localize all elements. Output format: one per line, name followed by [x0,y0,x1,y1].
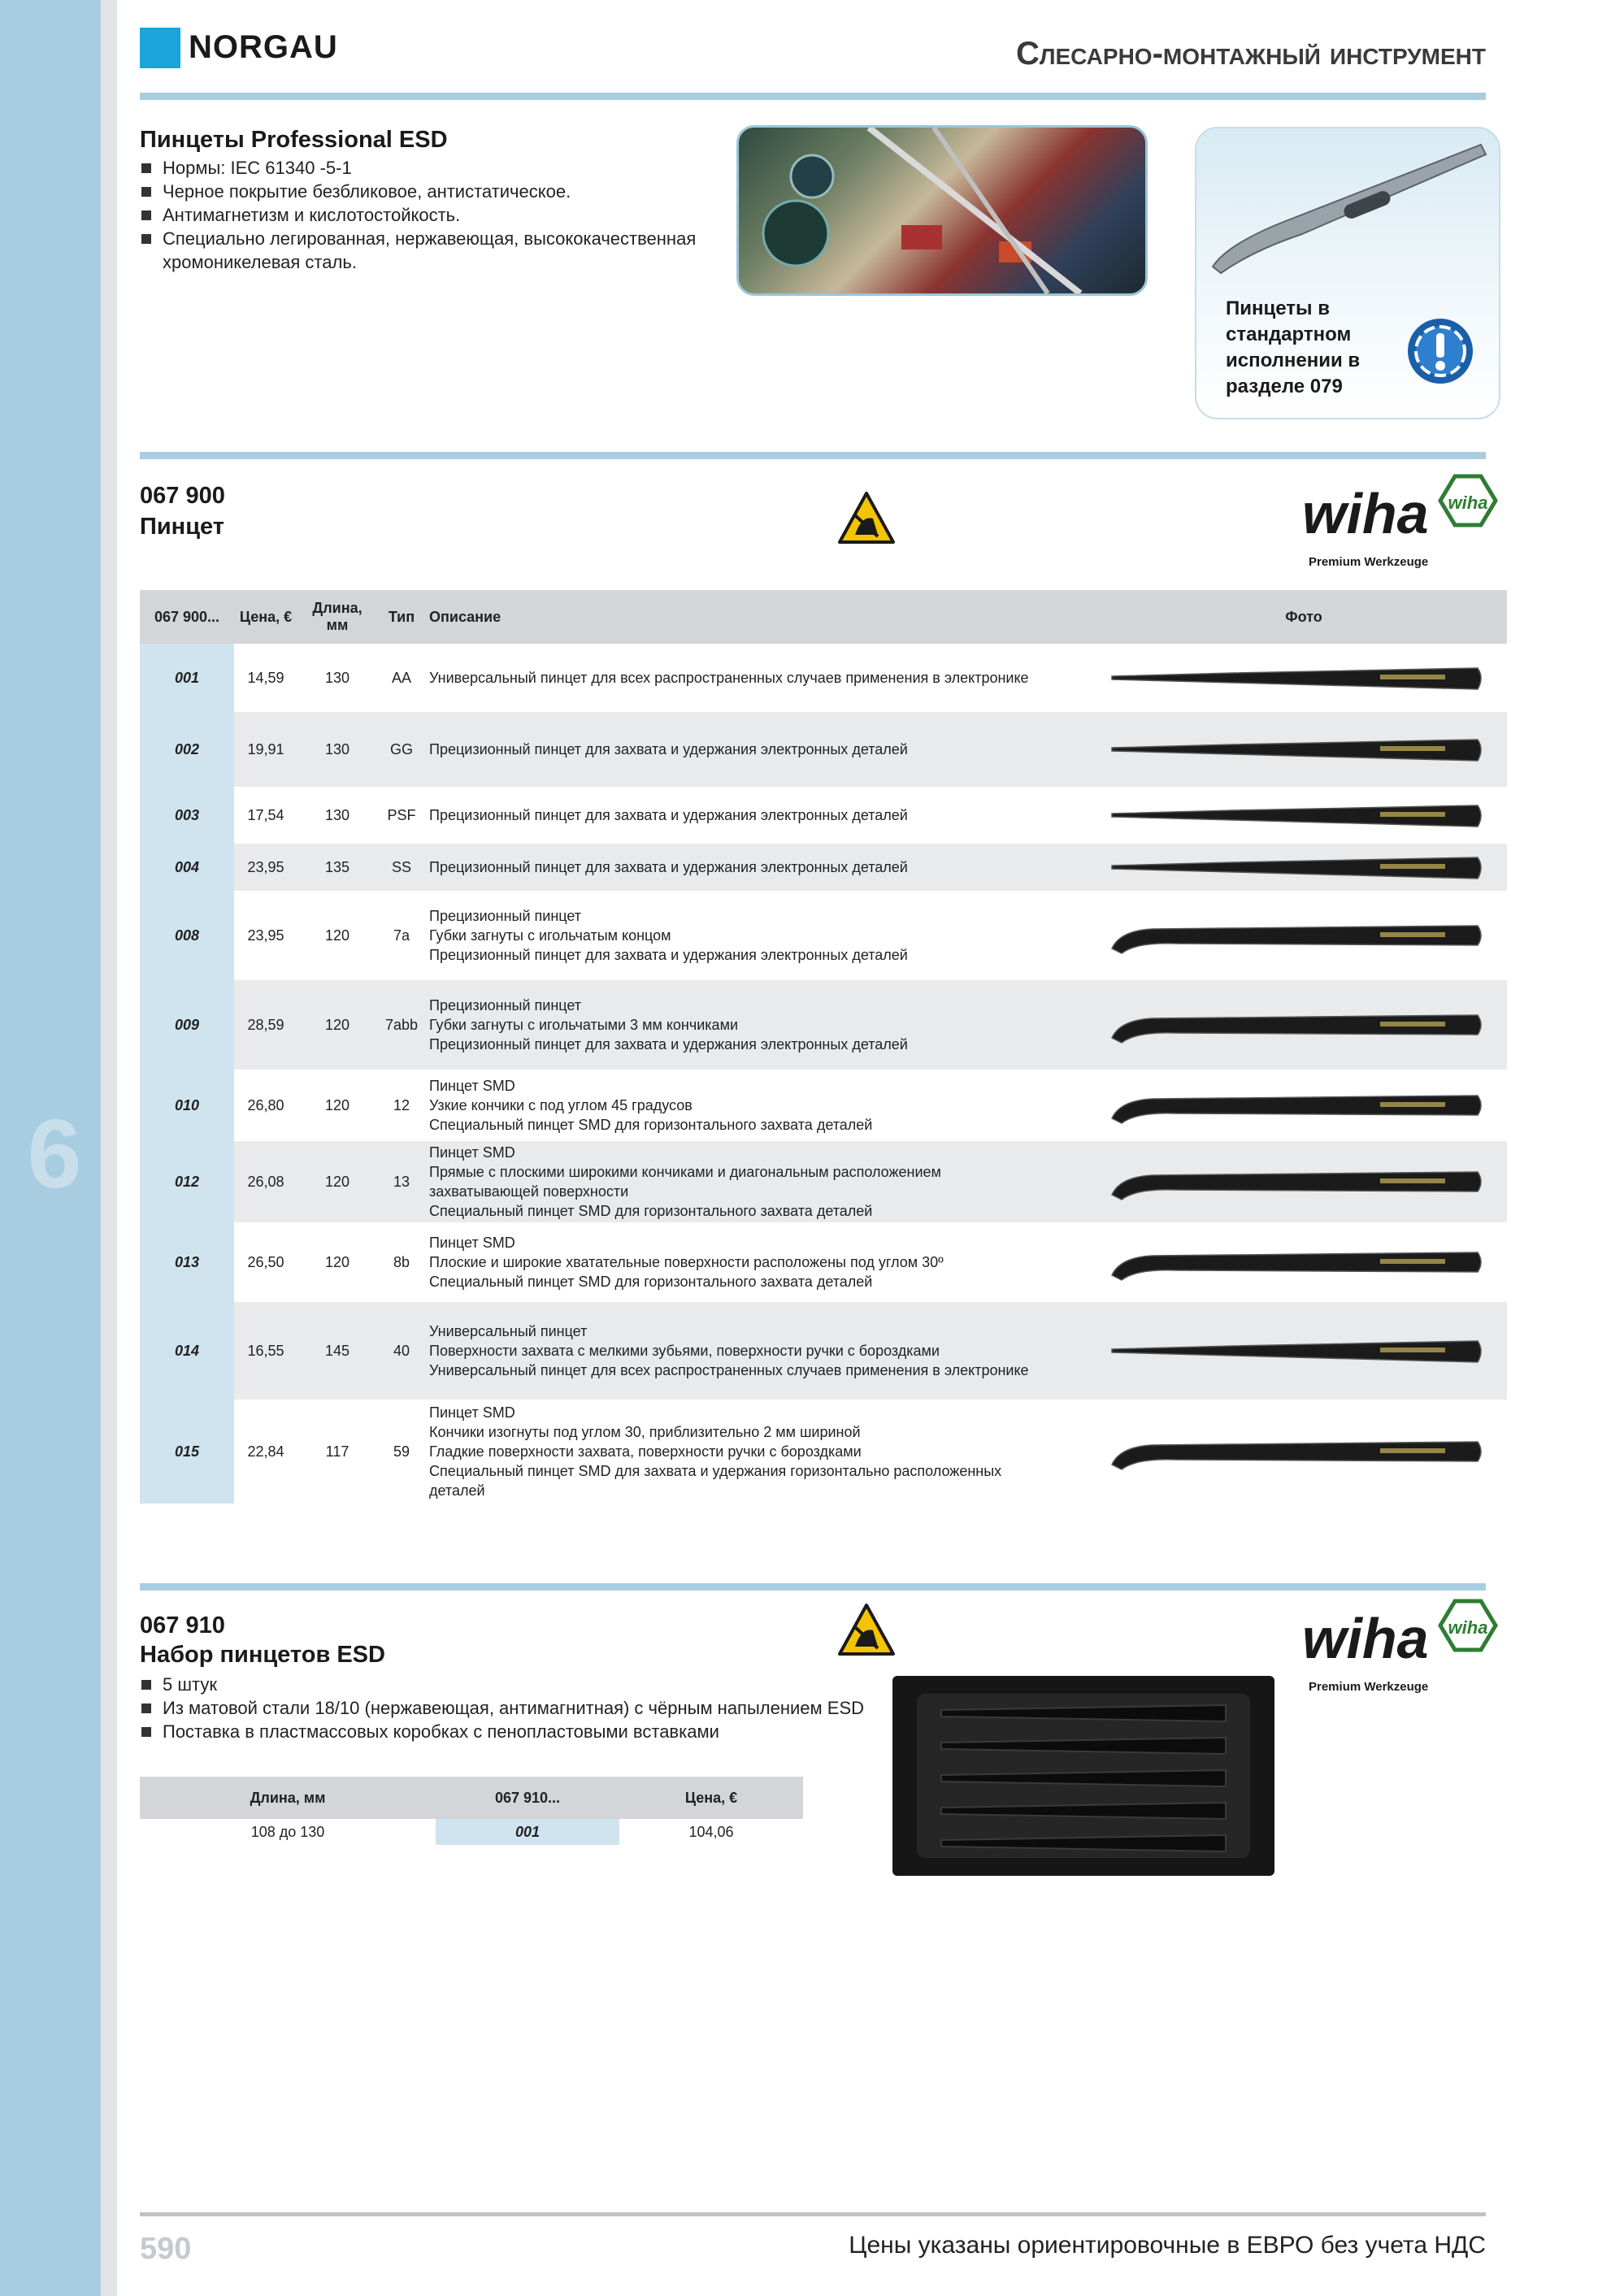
type-cell: 40 [377,1302,426,1400]
price-note: Цены указаны ориентировочные в ЕВРО без учета НДС [849,2232,1486,2259]
table-row [140,712,1507,787]
type-cell: 7abb [377,980,426,1070]
type-cell: 12 [393,1096,410,1113]
photo-cell [1101,980,1507,1070]
price-cell: 26,80 [247,1096,284,1113]
price-cell: 19,91 [234,712,297,787]
description-line: Гладкие поверхности захвата, поверхности ручки с бороздками [429,1443,862,1460]
price-cell: 14,59 [247,669,284,686]
price-cell: 26,50 [247,1253,284,1270]
length-cell: 135 [297,844,377,891]
tweezer-photo [1104,1002,1486,1048]
description-line: Пинцет SMD [429,1404,515,1421]
set-header-length: Длина, мм [140,1777,436,1819]
description-line: Универсальный пинцет [429,1323,588,1339]
length-cell: 117 [325,1443,350,1460]
table-row [140,787,1507,844]
intro-bullet: Нормы: IEC 61340 -5-1 [140,156,725,180]
description-cell [426,980,1101,1070]
length-cell: 120 [297,980,377,1070]
info-icon [1406,317,1474,385]
tweezer-photo [1104,727,1486,772]
description-line: захватывающей поверхности [429,1183,629,1200]
intro-bullet: Черное покрытие безбликовое, антистатическое. [140,180,725,203]
length-cell: 130 [324,806,350,823]
article-number: 010 [140,1070,234,1141]
wiha-logo [1301,1596,1504,1694]
product-table [140,590,1507,1504]
article-number: 012 [140,1141,234,1222]
set-art: 001 [436,1819,619,1845]
intro-bullet: Антимагнетизм и кислотостойкость. [140,203,725,227]
wiha-tagline: Premium Werkzeuge [1309,555,1429,569]
price-cell: 28,59 [234,980,297,1070]
article-number: 015 [140,1400,234,1504]
photo-cell [1101,1400,1507,1504]
description-line: Прецизионный пинцет для захвата и удержания электронных деталей [429,947,908,963]
description-cell [426,844,1101,891]
article-number: 014 [140,1302,234,1400]
length-cell: 120 [324,1096,350,1113]
section-code: 067 910 [140,1612,225,1638]
description-line: Узкие кончики с под углом 45 градусов [429,1097,693,1113]
photo-cell [1101,844,1507,891]
table-row [140,1070,1507,1141]
description-cell [426,1222,1101,1302]
type-cell: AA [391,669,411,686]
sidebar-edge [101,0,117,2296]
description-line: Прецизионный пинцет для захвата и удержания электронных деталей [429,859,908,875]
wiha-logo [1301,471,1504,569]
photo-cell [1101,891,1507,980]
table-row [140,1400,1507,1504]
section-name: Пинцет [140,514,224,540]
intro-title: Пинцеты Professional ESD [140,127,448,153]
description-line: Прецизионный пинцет [429,908,582,924]
description-cell [426,644,1101,712]
description-line: Поверхности захвата с мелкими зубьями, поверхности ручки с бороздками [429,1343,940,1359]
set-bullets [140,1673,871,1743]
chapter-number: 6 [27,1100,82,1209]
article-number: 008 [140,891,234,980]
description-line: Прямые с плоскими широкими кончиками и диагональным расположением [429,1164,941,1180]
description-line: Кончики изогнуты под углом 30, приблизительно 2 мм шириной [429,1424,861,1440]
tweezer-photo [1104,913,1486,958]
esd-warning-icon [837,1603,896,1656]
photo-cell [1101,712,1507,787]
description-cell [426,1141,1101,1222]
tweezer-photo [1104,1083,1486,1128]
intro-bullet: Специально легированная, нержавеющая, высококачественная хромоникелевая сталь. [140,227,725,274]
set-length: 108 до 130 [250,1823,325,1840]
tweezer-icon [1196,128,1499,283]
description-line: Плоские и широкие хватательные поверхности расположены под углом 30º [429,1254,944,1270]
article-number: 009 [140,980,234,1070]
section-rule [140,1583,1486,1591]
description-cell [426,1302,1101,1400]
type-cell: SS [377,844,426,891]
description-line: Прецизионный пинцет для захвата и удержания электронных деталей [429,807,908,823]
electronics-photo [736,125,1148,296]
price-cell: 16,55 [234,1302,297,1400]
tweezer-photo [1104,844,1486,890]
description-line: Специальный пинцет SMD для горизонтального захвата деталей [429,1274,873,1290]
type-cell: GG [377,712,426,787]
description-cell [426,1400,1101,1504]
photo-cell [1101,787,1507,844]
article-number: 001 [140,644,234,712]
header-rule [140,93,1486,100]
description-line: Прецизионный пинцет для захвата и удержания электронных деталей [429,741,908,757]
tweezer-set-photo [892,1676,1274,1876]
description-line: Пинцет SMD [429,1235,515,1251]
photo-cell [1101,1070,1507,1141]
price-cell: 26,08 [234,1141,297,1222]
header-length: Длина, мм [297,590,377,644]
type-cell: PSF [387,806,416,823]
price-cell: 23,95 [247,927,284,944]
info-note-text: Пинцеты в стандартном исполнении в разделе 079 [1226,297,1361,397]
description-line: деталей [429,1482,485,1499]
description-cell [426,712,1101,787]
section-name: Набор пинцетов ESD [140,1642,385,1668]
wiha-wordmark: wiha [1302,482,1429,545]
electronics-photo-art [739,128,1145,293]
set-bullet: Поставка в пластмассовых коробках с пенопластовыми вставками [140,1720,871,1743]
table-row [140,644,1507,712]
table-header-row [140,590,1507,644]
set-header-price: Цена, € [619,1777,803,1819]
description-line: Специальный пинцет SMD для захвата и удержания горизонтально расположенных [429,1463,1002,1479]
tweezer-photo [1104,792,1486,838]
length-cell: 120 [324,1253,350,1270]
description-cell [426,891,1101,980]
type-cell: 8b [393,1253,410,1270]
type-cell: 7a [393,927,410,944]
tweezer-photo [1104,1239,1486,1285]
description-cell [426,1070,1101,1141]
table-row [140,891,1507,980]
photo-cell [1101,644,1507,712]
page-number: 590 [140,2232,192,2266]
type-cell: 59 [393,1443,410,1460]
type-cell: 13 [377,1141,426,1222]
section-code: 067 900 [140,483,225,509]
description-line: Прецизионный пинцет для захвата и удержания электронных деталей [429,1036,908,1053]
set-bullet: 5 штук [140,1673,871,1696]
esd-warning-icon [837,491,896,545]
table-row [140,1141,1507,1222]
length-cell: 130 [297,712,377,787]
set-price: 104,06 [688,1823,734,1840]
description-line: Губки загнуты с игольчатыми 3 мм кончиками [429,1017,738,1033]
description-line: Специальный пинцет SMD для горизонтального захвата деталей [429,1117,873,1133]
length-cell: 130 [324,669,350,686]
header-photo: Фото [1101,590,1507,644]
photo-cell [1101,1141,1507,1222]
article-number: 013 [140,1222,234,1302]
table-row [140,844,1507,891]
tweezer-photo [1104,1159,1486,1204]
table-row [140,1302,1507,1400]
set-header-art: 067 910... [436,1777,619,1819]
description-line: Прецизионный пинцет [429,997,582,1013]
description-line: Пинцет SMD [429,1078,515,1094]
header-type: Тип [377,590,426,644]
wiha-emblem: wiha [1448,493,1488,513]
header-art: 067 900... [140,590,234,644]
article-number: 004 [140,844,234,891]
footer-rule [140,2212,1486,2216]
tweezer-photo [1104,1328,1486,1374]
table-row [140,980,1507,1070]
brand-logo-square [140,28,180,68]
wiha-emblem: wiha [1448,1617,1488,1638]
description-line: Специальный пинцет SMD для горизонтального захвата деталей [429,1203,873,1219]
intro-bullets [140,156,725,274]
article-number: 003 [140,787,234,844]
length-cell: 145 [297,1302,377,1400]
header-description: Описание [426,590,1101,644]
price-cell: 17,54 [247,806,284,823]
photo-cell [1101,1222,1507,1302]
header-price: Цена, € [234,590,297,644]
table-row [140,1222,1507,1302]
page-title: Слесарно-монтажный инструмент [1015,36,1486,72]
description-line: Универсальный пинцет для всех распространенных случаев применения в электронике [429,1362,1029,1378]
set-bullet: Из матовой стали 18/10 (нержавеющая, антимагнитная) с чёрным напылением ESD [140,1696,871,1720]
description-line: Пинцет SMD [429,1144,515,1161]
photo-cell [1101,1302,1507,1400]
tweezer-photo [1104,655,1486,701]
length-cell: 120 [297,1141,377,1222]
description-line: Губки загнуты с игольчатым концом [429,927,671,944]
article-number: 002 [140,712,234,787]
tweezer-photo [1104,1429,1486,1474]
wiha-wordmark: wiha [1302,1607,1429,1670]
section-rule [140,452,1486,459]
description-cell [426,787,1101,844]
set-table [140,1777,803,1845]
brand-name: NORGAU [189,29,338,65]
price-cell: 23,95 [234,844,297,891]
description-line: Универсальный пинцет для всех распространенных случаев применения в электронике [429,670,1029,686]
tweezer-set-art [892,1676,1274,1876]
wiha-tagline: Premium Werkzeuge [1309,1680,1429,1694]
price-cell: 22,84 [247,1443,284,1460]
length-cell: 120 [324,927,350,944]
set-table-row [140,1819,803,1845]
set-table-header-row [140,1777,803,1819]
